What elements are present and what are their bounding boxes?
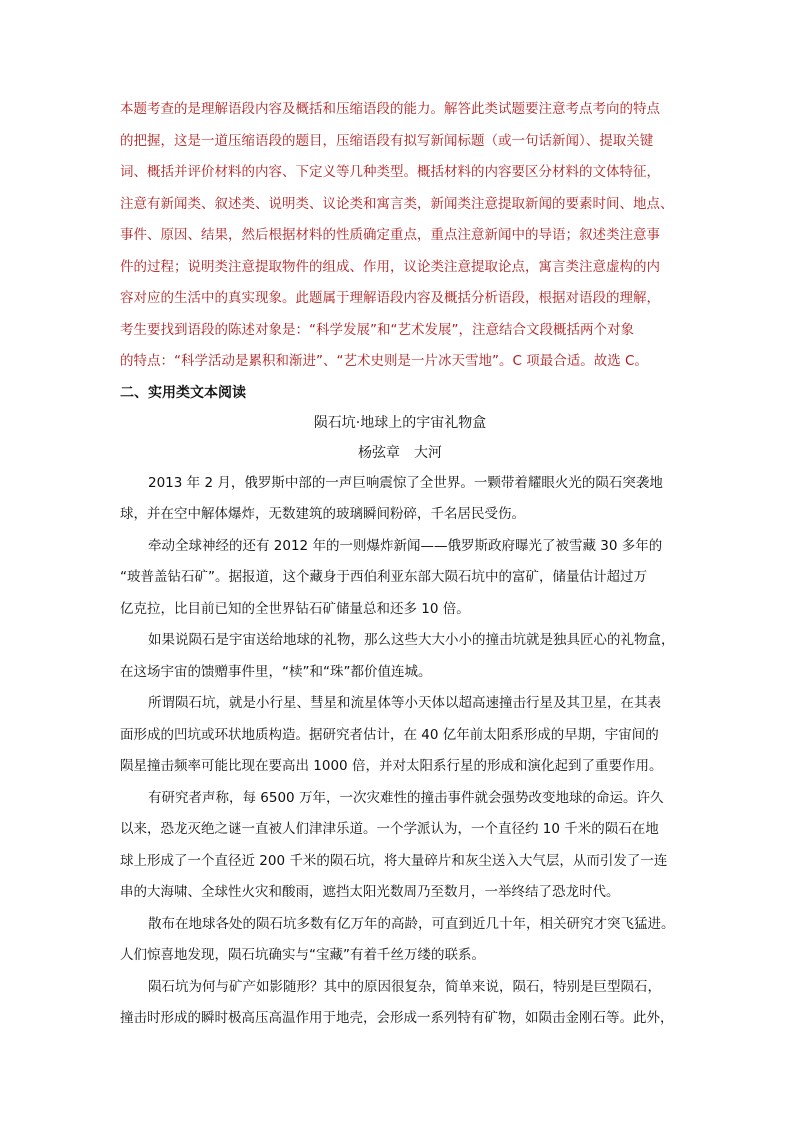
document-page [120, 94, 680, 1035]
paragraph-line: 球上形成了一个直径近 200 千米的陨石坑，将大量碎片和灰尘送入大气层，从而引发了一连 [120, 852, 668, 869]
paragraph-line: 在这场宇宙的馈赠事件里，“椟”和“珠”都价值连城。 [120, 663, 432, 680]
paragraph-line: 如果说陨石是宇宙送给地球的礼物，那么这些大大小小的撞击坑就是独具匠心的礼物盒， [148, 632, 675, 648]
article-authors: 杨弦章 大河 [358, 444, 442, 461]
analysis-line: 件的过程；说明类注意提取物件的组成、作用，议论类注意提取论点，寓言类注意虚构的内 [120, 258, 660, 275]
article-paragraph [120, 688, 680, 783]
paragraph-line: 串的大海啸、全球性火灾和酸雨，遮挡太阳光数周乃至数月，一举终结了恐龙时代。 [120, 884, 620, 900]
answer-analysis [120, 94, 680, 378]
article-paragraph [120, 625, 680, 688]
paragraph-line: 所谓陨石坑，就是小行星、彗星和流星体等小天体以超高速撞击行星及其卫星，在其表 [148, 695, 661, 711]
paragraph-line: 陨星撞击频率可能比现在要高出 1000 倍，并对太阳系行星的形成和演化起到了重要作用。 [120, 758, 663, 774]
paragraph-line: 面形成的凹坑或环状地质构造。据研究者估计，在 40 亿年前太阳系形成的早期，宇宙间的 [120, 726, 659, 743]
analysis-line: 的特点：“科学活动是累积和渐进”、“艺术史则是一片冰天雪地”。C 项最合适。故选 C。 [120, 353, 648, 369]
paragraph-line: 散布在地球各处的陨石坑多数有亿万年的高龄，可直到近几十年，相关研究才突飞猛进。 [148, 915, 675, 932]
paragraph-line: 有研究者声称，每 6500 万年，一次灾难性的撞击事件就会强势改变地球的命运。许久 [148, 789, 664, 806]
analysis-line: 容对应的生活中的真实现象。此题属于理解语段内容及概括分析语段，根据对语段的理解， [120, 290, 660, 306]
article-paragraph [120, 531, 680, 626]
analysis-line: 本题考查的是理解语段内容及概括和压缩语段的能力。解答此类试题要注意考点考向的特点 [120, 101, 660, 117]
paragraph-line: 人们惊喜地发现，陨石坑确实与“宝藏”有着千丝万缕的联系。 [120, 947, 485, 963]
paragraph-line: 陨石坑为何与矿产如影随形？其中的原因很复杂，简单来说，陨石，特别是巨型陨石， [148, 978, 661, 995]
article-title: 陨石坑·地球上的宇宙礼物盒 [313, 414, 487, 431]
paragraph-line: 以来，恐龙灭绝之谜一直被人们津津乐道。一个学派认为，一个直径约 10 千米的陨石在地 [120, 821, 659, 837]
paragraph-line: 牵动全球神经的还有 2012 年的一则爆炸新闻——俄罗斯政府曝光了被雪藏 30 多年的 [148, 537, 663, 554]
analysis-line: 的把握，这是一道压缩语段的题目，压缩语段有拟写新闻标题（或一句话新闻）、提取关键 [120, 132, 654, 149]
analysis-line: 词、概括并评价材料的内容、下定义等几种类型。概括材料的内容要区分材料的文体特征， [120, 164, 660, 180]
analysis-line: 注意有新闻类、叙述类、说明类、议论类和寓言类，新闻类注意提取新闻的要素时间、地点、 [120, 195, 674, 212]
section-heading: 二、实用类文本阅读 [120, 384, 246, 401]
analysis-line: 事件、原因、结果，然后根据材料的性质确定重点，重点注意新闻中的导语；叙述类注意事 [120, 227, 660, 243]
article-paragraph [120, 972, 680, 1035]
article-paragraph [120, 909, 680, 972]
analysis-line: 考生要找到语段的陈述对象是：“科学发展”和“艺术发展”，注意结合文段概括两个对象 [120, 321, 634, 338]
paragraph-line: 撞击时形成的瞬时极高压高温作用于地壳，会形成一系列特有矿物，如陨击金刚石等。此外， [120, 1010, 674, 1026]
paragraph-line: 2013 年 2 月，俄罗斯中部的一声巨响震惊了全世界。一颗带着耀眼火光的陨石突袭地 [148, 474, 663, 491]
article-paragraph [120, 468, 680, 531]
paragraph-line: 球，并在空中解体爆炸，无数建筑的玻璃瞬间粉碎，千名居民受伤。 [120, 506, 525, 522]
paragraph-line: 亿克拉，比目前已知的全世界钻石矿储量总和还多 10 倍。 [120, 600, 470, 617]
paragraph-line: “玻普盖钻石矿”。据报道，这个藏身于西伯利亚东部大陨石坑中的富矿，储量估计超过万 [120, 569, 647, 585]
article-paragraph [120, 783, 680, 909]
